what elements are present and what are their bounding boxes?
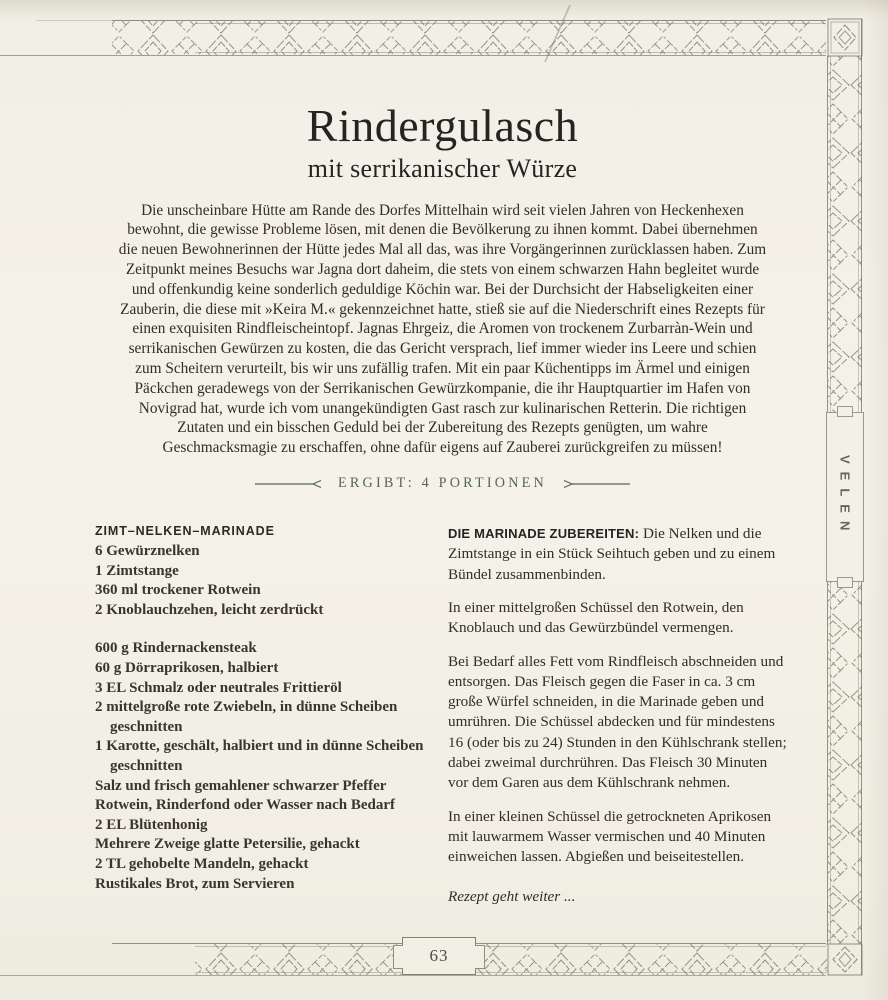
main-ingredient-list (95, 639, 440, 894)
ingredient-item: 2 EL Blütenhonig (95, 816, 208, 833)
recipe-columns (95, 524, 790, 906)
ingredient-item: Salz und frisch gemahlener schwarzer Pfeffer (95, 777, 387, 794)
recipe-intro: Die unscheinbare Hütte am Rande des Dorfes Mittelhain wird seit vielen Jahren von Heckenhexen bewohnt, die gewisse Probleme lösen, mit denen die Bevölkerung zu ihnen kommt. Dabei übernehmen die neuen Bewohnerinnen der Hütte jedes Mal all das, was ihre Vorgängerinnen zurücklassen haben. Zum Zeitpunkt meines Besuchs war Jagna dort daheim, die stets von einem schwarzen Hahn begleitet wurde und offenkundig keine sonderlich geduldige Köchin war. Bei der Durchsicht der Habseligkeiten einer Zauberin, die diese mit »Keira M.« gekennzeichnet hatte, stieß sie auf die Niederschrift eines Rezepts für einen exquisiten Rindfleischeintopf. Jagnas Ehrgeiz, die Aromen von trockenem Zurbarràn-Wein und serrikanischen Gewürzen zu kosten, die das Gericht versprach, lief immer wieder ins Leere und schien zum Scheitern verurteilt, bis wir uns zufällig trafen. Mit ein paar Küchentipps im Ärmel und einigen Päckchen geradewegs von der Serrikanischen Gewürzkompanie, die ihr Hauptquartier im Hafen von Novigrad hat, wurde ich vom unangekündigten Gast rasch zur kulinarischen Retterin. Die richtigen Zutaten und ein bisschen Geduld bei der Zubereitung des Rezepts genügten, um wahre Geschmacksmagie zu erschaffen, ohne dafür eigens auf Zauberei zurückgreifen zu müssen! (118, 201, 767, 457)
recipe-title: Rindergulasch (306, 100, 579, 151)
ingredient-item: 1 Karotte, geschält, halbiert und in dünne Scheiben geschnitten (95, 738, 424, 774)
ingredient-item: 3 EL Schmalz oder neutrales Frittieröl (95, 679, 342, 696)
ingredient-item: 600 g Rindernackensteak (95, 640, 257, 657)
instruction-lead-text: Die Nelken und die Zimtstange in ein Stück Seihtuch geben und zu einem Bündel zusammenbinden. (448, 525, 776, 583)
ingredient-item: Mehrere Zweige glatte Petersilie, gehackt (95, 836, 360, 853)
ingredient-item: Rustikales Brot, zum Servieren (95, 875, 295, 892)
instruction-paragraph: In einer kleinen Schüssel die getrockneten Aprikosen mit lauwarmem Wasser vermischen und 40 Minuten einweichen lassen. Abgießen und beiseitestellen. (448, 807, 772, 866)
ingredient-item: 60 g Dörraprikosen, halbiert (95, 660, 279, 676)
recipe-content (95, 0, 790, 906)
ingredient-item: 6 Gewürznelken (95, 543, 200, 560)
divider-arrow-left-icon (255, 479, 325, 489)
instruction-paragraph: In einer mittelgroßen Schüssel den Rotwein, den Knoblauch und das Gewürzbündel vermengen. (448, 598, 744, 637)
instruction-paragraphs (448, 598, 790, 868)
region-label: VELEN (837, 455, 853, 539)
ingredient-item: 1 Zimtstange (95, 562, 179, 579)
yield-divider (95, 475, 790, 492)
page-number: 63 (429, 946, 449, 965)
divider-arrow-right-icon (560, 479, 630, 489)
region-tab (826, 412, 864, 582)
ingredient-item: 360 ml trockener Rotwein (95, 582, 261, 599)
instruction-step-label: DIE MARINADE ZUBEREITEN: (448, 526, 640, 542)
instruction-paragraph: Bei Bedarf alles Fett vom Rindfleisch abschneiden und entsorgen. Das Fleisch gegen die Faser in ca. 3 cm große Würfel schneiden, in die Marinade geben und umrühren. Die Schüssel abdecken und für mindestens 16 (oder bis zu 24) Stunden in den Kühlschrank stellen; dabei zweimal durchrühren. Das Fleisch 30 Minuten vor dem Garen aus dem Kühlschrank nehmen. (448, 652, 787, 792)
instruction-lead-paragraph (448, 524, 790, 585)
ingredient-item: 2 Knoblauchzehen, leicht zerdrückt (95, 601, 324, 618)
ingredients-column (95, 524, 440, 894)
yield-label: ERGIBT: 4 PORTIONEN (338, 475, 547, 492)
continuation-note: Rezept geht weiter ... (448, 888, 576, 906)
ingredient-item: 2 TL gehobelte Mandeln, gehackt (95, 855, 309, 872)
recipe-subtitle: mit serrikanischer Würze (307, 153, 578, 183)
instructions-column (448, 524, 790, 906)
ingredient-item: 2 mittelgroße rote Zwiebeln, in dünne Scheiben geschnitten (95, 699, 398, 735)
ingredient-item: Rotwein, Rinderfond oder Wasser nach Bedarf (95, 797, 396, 814)
marinade-ingredient-list (95, 542, 440, 620)
ingredients-section-header: ZIMT–NELKEN–MARINADE (95, 524, 275, 539)
page-number-plaque (402, 937, 476, 975)
